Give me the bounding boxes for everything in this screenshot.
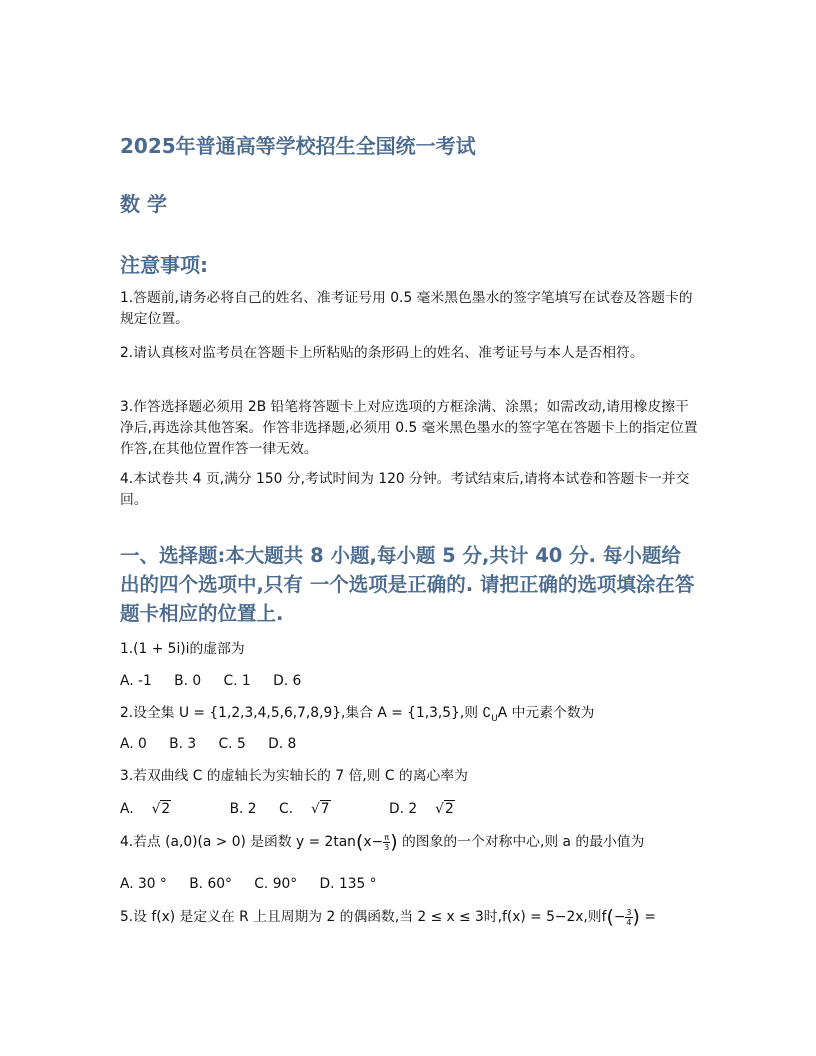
question-text: 的图象的一个对称中心,则 bbox=[402, 834, 559, 850]
fraction-numerator: π bbox=[384, 832, 390, 842]
subject-heading: 数 学 bbox=[120, 192, 167, 216]
question-5 bbox=[120, 907, 656, 927]
option-a bbox=[120, 801, 207, 817]
notice-item: 3.作答选择题必须用 2B 铅笔将答题卡上对应选项的方框涂满、涂黑；如需改动,请用橡皮擦干净后,再选涂其他答案。作答非选择题,必须用 0.5 毫米黑色墨水的签字笔在答题卡上的指定位置作答,在其他位置作答一律无效。 bbox=[120, 399, 698, 457]
sqrt-symbol: √2 bbox=[151, 801, 171, 817]
math-variable: a bbox=[562, 834, 572, 850]
question-text: 上且周期为 2 的偶函数,当 bbox=[253, 909, 414, 925]
question-text: 若双曲线 bbox=[133, 768, 189, 784]
option-a: A. -1 bbox=[120, 673, 152, 689]
question-text: ,则 bbox=[583, 909, 602, 925]
math-variable: C bbox=[192, 768, 203, 784]
option-b: B. 0 bbox=[174, 673, 202, 689]
question-1 bbox=[120, 639, 245, 659]
fraction-numerator: 3 bbox=[626, 907, 632, 917]
question-3-options bbox=[120, 799, 509, 819]
option-d: D. 8 bbox=[268, 736, 297, 752]
question-text: ,则 bbox=[459, 705, 479, 721]
notice-item: 4.本试卷共 4 页,满分 150 分,考试时间为 120 分钟。考试结束后,请将本试卷和答题卡一并交回。 bbox=[120, 471, 690, 508]
math-variable: R bbox=[239, 909, 249, 925]
exam-title: 2025年普通高等学校招生全国统一考试 bbox=[120, 134, 476, 158]
math-expression: (a,0)(a > 0) bbox=[165, 834, 246, 850]
option-d bbox=[389, 801, 491, 817]
complement-symbol: ∁ bbox=[482, 705, 492, 721]
question-text: 设全集 bbox=[133, 705, 175, 721]
left-paren: ( bbox=[606, 906, 614, 928]
option-b: B. 2 bbox=[229, 801, 257, 817]
question-text: 中元素个数为 bbox=[511, 705, 595, 721]
question-2 bbox=[120, 703, 594, 729]
math-expression: f bbox=[601, 909, 607, 925]
left-paren: ( bbox=[355, 831, 364, 853]
question-number: 5. bbox=[120, 909, 134, 925]
right-paren: ) bbox=[632, 906, 640, 928]
option-c: C. 1 bbox=[223, 673, 251, 689]
math-expression: (1 + 5i)i bbox=[133, 641, 190, 657]
math-expression: f(x) bbox=[151, 909, 176, 925]
option-a: A. 30 ° bbox=[120, 876, 167, 892]
question-number: 4. bbox=[120, 834, 134, 850]
option-c bbox=[279, 801, 367, 817]
option-c: C. 5 bbox=[218, 736, 246, 752]
question-text: 的最小值为 bbox=[575, 834, 645, 850]
question-2-options bbox=[120, 734, 314, 754]
option-b: B. 3 bbox=[169, 736, 197, 752]
question-number: 2. bbox=[120, 705, 134, 721]
question-text: 设 bbox=[133, 909, 147, 925]
question-text: 的离心率为 bbox=[398, 768, 468, 784]
sqrt-symbol: √7 bbox=[311, 801, 330, 817]
option-label: D. 2 bbox=[388, 801, 418, 817]
section-heading: 一、选择题:本大题共 8 小题,每小题 5 分,共计 40 分. 每小题给出的四个选项中,只有 一个选项是正确的. 请把正确的选项填涂在答题卡相应的位置上. bbox=[120, 544, 695, 625]
math-expression: A = {1,3,5} bbox=[377, 705, 460, 721]
option-label: A. bbox=[120, 801, 134, 817]
sqrt-symbol: √2 bbox=[435, 801, 454, 817]
option-b: B. 60° bbox=[189, 876, 232, 892]
complement-subscript: U bbox=[491, 713, 498, 724]
math-expression: U = {1,2,3,4,5,6,7,8,9} bbox=[178, 705, 342, 721]
option-a: A. 0 bbox=[120, 736, 147, 752]
math-expression: y = 2tan bbox=[296, 834, 356, 850]
math-expression: f(x) = 5−2x bbox=[501, 909, 584, 925]
option-d: D. 6 bbox=[273, 673, 302, 689]
question-3 bbox=[120, 766, 468, 786]
question-4-options bbox=[120, 874, 395, 894]
question-1-options bbox=[120, 671, 319, 691]
math-expression: x− bbox=[363, 834, 384, 850]
notice-heading: 注意事项: bbox=[120, 253, 208, 277]
question-number: 1. bbox=[120, 641, 134, 657]
fraction-denominator: 3 bbox=[384, 842, 390, 852]
option-d: D. 135 ° bbox=[319, 876, 377, 892]
right-paren: ) bbox=[390, 831, 398, 853]
question-4 bbox=[120, 832, 644, 852]
question-text: 的虚部为 bbox=[189, 641, 245, 657]
question-number: 3. bbox=[120, 768, 134, 784]
radicand: 7 bbox=[320, 801, 330, 817]
question-text: 时, bbox=[483, 909, 502, 925]
math-expression: = bbox=[639, 909, 656, 925]
math-expression: 2 ≤ x ≤ 3 bbox=[417, 909, 484, 925]
radicand: 2 bbox=[444, 801, 454, 817]
question-text: 是定义在 bbox=[179, 909, 235, 925]
option-c: C. 90° bbox=[254, 876, 298, 892]
math-expression: A bbox=[497, 705, 508, 721]
notice-item: 2.请认真核对监考员在答题卡上所粘贴的条形码上的姓名、准考证号与本人是否相符。 bbox=[120, 345, 644, 361]
math-expression: − bbox=[613, 909, 626, 925]
notice-item: 1.答题前,请务必将自己的姓名、准考证号用 0.5 毫米黑色墨水的签字笔填写在试卷及答题卡的规定位置。 bbox=[120, 290, 693, 327]
question-text: ,集合 bbox=[341, 705, 374, 721]
radicand: 2 bbox=[161, 801, 171, 817]
fraction bbox=[625, 908, 632, 927]
option-label: C. bbox=[278, 801, 293, 817]
question-text: 的虚轴长为实轴长的 7 倍,则 bbox=[206, 768, 381, 784]
fraction-denominator: 4 bbox=[626, 917, 632, 927]
math-variable: C bbox=[384, 768, 395, 784]
question-text: 若点 bbox=[133, 834, 161, 850]
question-text: 是函数 bbox=[250, 834, 292, 850]
